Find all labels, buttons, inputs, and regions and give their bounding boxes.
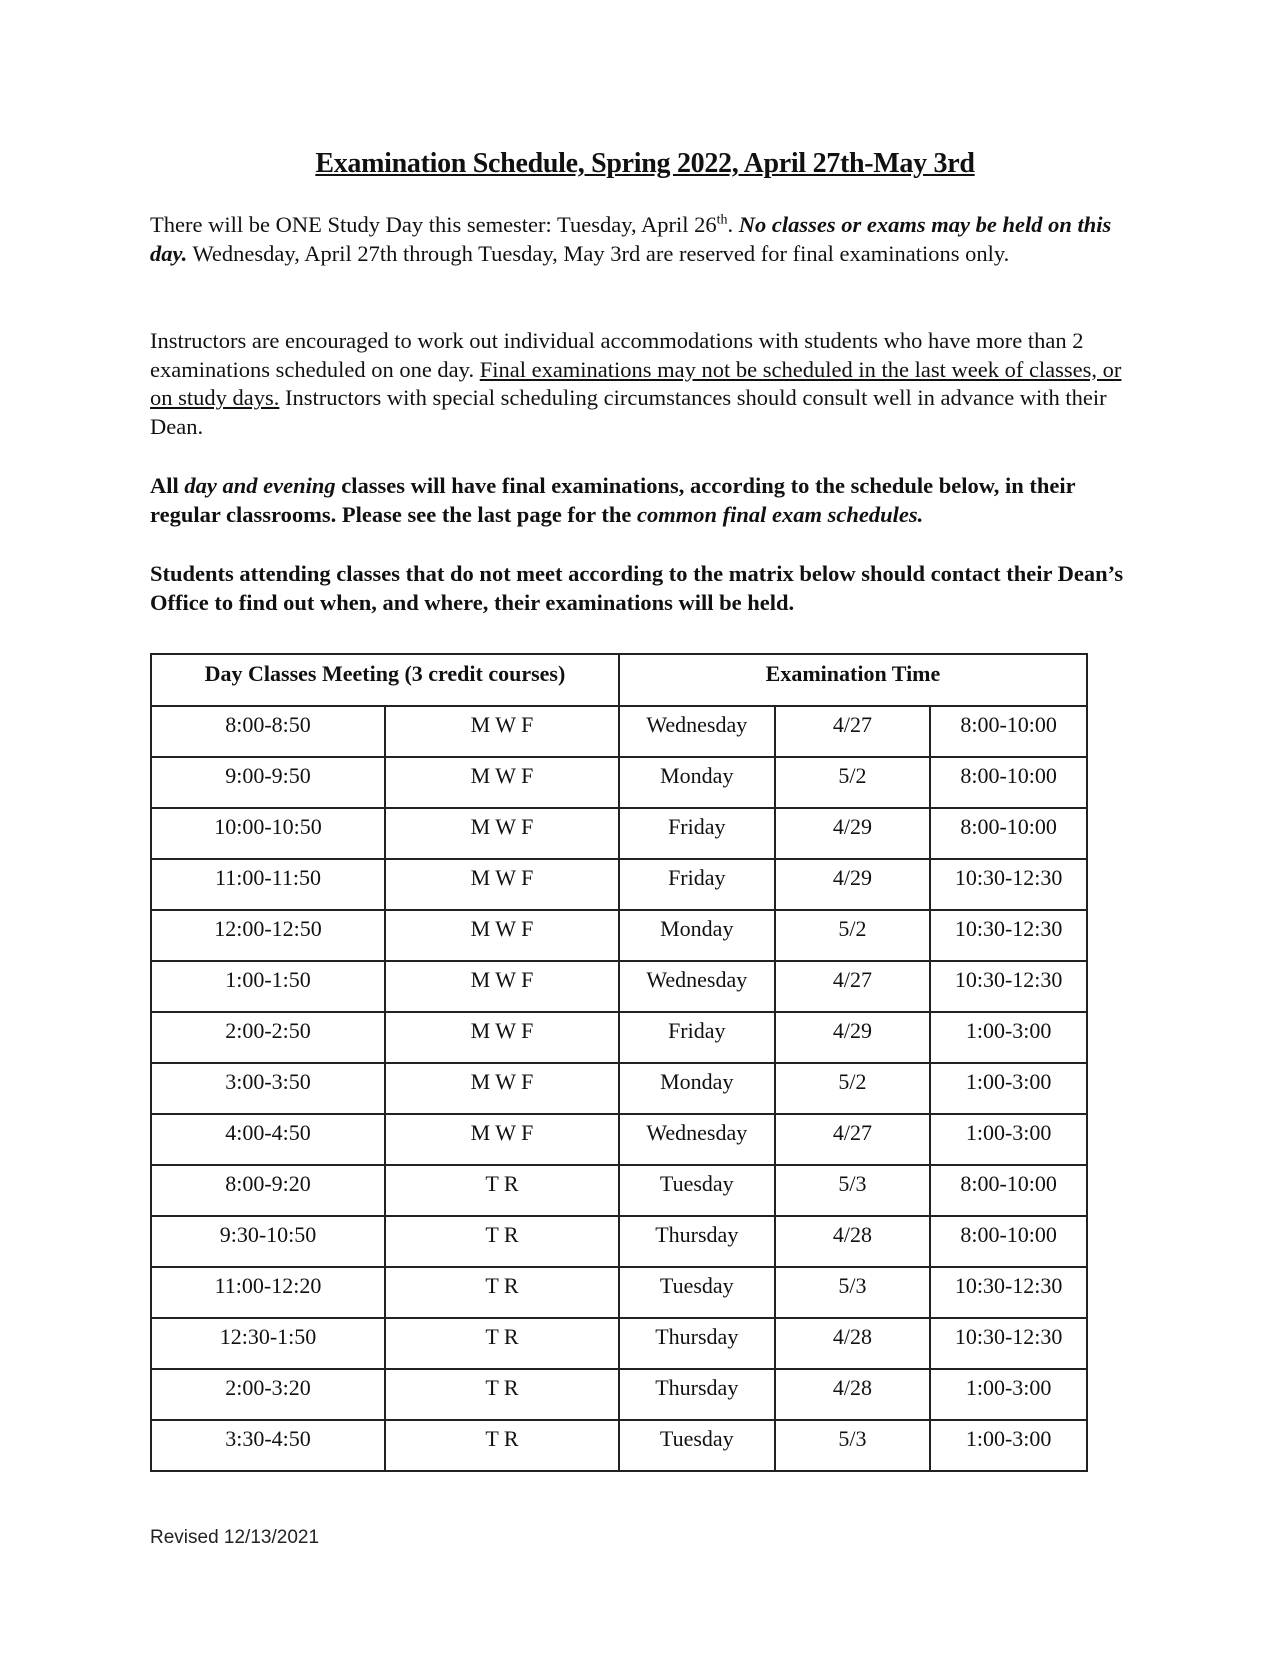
class-time-cell: 8:00-9:20 bbox=[151, 1165, 385, 1216]
meeting-days-cell: M W F bbox=[385, 808, 619, 859]
accommodations-text: Instructors are encouraged to work out individual accommodations with students who have more than 2 examinations scheduled on one day. bbox=[150, 328, 1084, 382]
consult-dean-text: Instructors with special scheduling circumstances should consult well in advance with their Dean. bbox=[150, 385, 1107, 439]
exam-day-cell: Thursday bbox=[619, 1216, 775, 1267]
meeting-days-cell: M W F bbox=[385, 706, 619, 757]
exam-date-cell: 4/29 bbox=[775, 859, 931, 910]
class-time-cell: 2:00-3:20 bbox=[151, 1369, 385, 1420]
ordinal-suffix: th bbox=[716, 212, 728, 228]
exam-day-cell: Monday bbox=[619, 910, 775, 961]
page-title: Examination Schedule, Spring 2022, April 27th-May 3rd bbox=[315, 148, 975, 179]
class-time-cell: 12:30-1:50 bbox=[151, 1318, 385, 1369]
exam-day-cell: Friday bbox=[619, 808, 775, 859]
header-exam-time: Examination Time bbox=[619, 654, 1087, 706]
table-row bbox=[151, 1318, 1087, 1369]
exam-time-cell: 10:30-12:30 bbox=[930, 859, 1087, 910]
table-row bbox=[151, 1114, 1087, 1165]
table-row bbox=[151, 1420, 1087, 1471]
exam-date-cell: 4/27 bbox=[775, 961, 931, 1012]
exam-date-cell: 5/3 bbox=[775, 1267, 931, 1318]
no-classes-notice: No classes or exams may be held on this day. bbox=[150, 212, 1112, 266]
study-day-text: There will be ONE Study Day this semester: Tuesday, April 26 bbox=[150, 212, 717, 237]
table-row bbox=[151, 1267, 1087, 1318]
exam-time-cell: 1:00-3:00 bbox=[930, 1063, 1087, 1114]
exam-time-cell: 10:30-12:30 bbox=[930, 910, 1087, 961]
header-day-classes: Day Classes Meeting (3 credit courses) bbox=[151, 654, 619, 706]
meeting-days-cell: T R bbox=[385, 1420, 619, 1471]
day-evening-text: day and evening bbox=[184, 473, 336, 498]
exam-day-cell: Thursday bbox=[619, 1318, 775, 1369]
exam-day-cell: Thursday bbox=[619, 1369, 775, 1420]
exam-time-cell: 10:30-12:30 bbox=[930, 1318, 1087, 1369]
meeting-days-cell: M W F bbox=[385, 859, 619, 910]
exam-day-cell: Monday bbox=[619, 757, 775, 808]
table-row bbox=[151, 1012, 1087, 1063]
exam-date-cell: 5/3 bbox=[775, 1420, 931, 1471]
table-row bbox=[151, 859, 1087, 910]
revision-footer: Revised 12/13/2021 bbox=[150, 1527, 320, 1548]
class-time-cell: 10:00-10:50 bbox=[151, 808, 385, 859]
exam-time-cell: 8:00-10:00 bbox=[930, 1216, 1087, 1267]
class-time-cell: 3:00-3:50 bbox=[151, 1063, 385, 1114]
meeting-days-cell: M W F bbox=[385, 757, 619, 808]
class-time-cell: 1:00-1:50 bbox=[151, 961, 385, 1012]
exam-time-cell: 1:00-3:00 bbox=[930, 1114, 1087, 1165]
meeting-days-cell: M W F bbox=[385, 1063, 619, 1114]
exam-time-cell: 1:00-3:00 bbox=[930, 1369, 1087, 1420]
meeting-days-cell: T R bbox=[385, 1369, 619, 1420]
contact-dean-paragraph: Students attending classes that do not meet according to the matrix below should contact their Dean’s Office to find out when, and where, their examinations will be held. bbox=[150, 561, 1124, 615]
class-time-cell: 8:00-8:50 bbox=[151, 706, 385, 757]
exam-day-cell: Wednesday bbox=[619, 961, 775, 1012]
classrooms-text: classes will have final examinations, according to the schedule below, in their regular classrooms. Please see the last page for the bbox=[150, 473, 1076, 527]
classrooms-paragraph bbox=[150, 472, 1140, 529]
class-time-cell: 3:30-4:50 bbox=[151, 1420, 385, 1471]
class-time-cell: 11:00-11:50 bbox=[151, 859, 385, 910]
meeting-days-cell: M W F bbox=[385, 1114, 619, 1165]
exam-day-cell: Wednesday bbox=[619, 706, 775, 757]
exam-day-cell: Wednesday bbox=[619, 1114, 775, 1165]
exam-day-cell: Tuesday bbox=[619, 1165, 775, 1216]
table-row bbox=[151, 1369, 1087, 1420]
meeting-days-cell: T R bbox=[385, 1267, 619, 1318]
exam-day-cell: Friday bbox=[619, 859, 775, 910]
meeting-days-cell: T R bbox=[385, 1318, 619, 1369]
table-row bbox=[151, 757, 1087, 808]
scheduling-restriction: Final examinations may not be scheduled in the last week of classes, or on study days. bbox=[150, 356, 1122, 410]
table-row bbox=[151, 1216, 1087, 1267]
exam-date-cell: 4/28 bbox=[775, 1216, 931, 1267]
exam-day-cell: Friday bbox=[619, 1012, 775, 1063]
table-row bbox=[151, 1165, 1087, 1216]
exam-date-cell: 5/2 bbox=[775, 1063, 931, 1114]
exam-time-cell: 10:30-12:30 bbox=[930, 1267, 1087, 1318]
exam-date-cell: 5/2 bbox=[775, 910, 931, 961]
meeting-days-cell: M W F bbox=[385, 961, 619, 1012]
exam-date-cell: 4/29 bbox=[775, 808, 931, 859]
class-time-cell: 4:00-4:50 bbox=[151, 1114, 385, 1165]
study-day-paragraph bbox=[150, 211, 1140, 268]
exam-day-cell: Monday bbox=[619, 1063, 775, 1114]
meeting-days-cell: M W F bbox=[385, 1012, 619, 1063]
table-row bbox=[151, 910, 1087, 961]
reserved-dates-text: Wednesday, April 27th through Tuesday, May 3rd are reserved for final examinations only. bbox=[187, 240, 1010, 266]
exam-time-cell: 8:00-10:00 bbox=[930, 808, 1087, 859]
exam-time-cell: 1:00-3:00 bbox=[930, 1012, 1087, 1063]
table-row bbox=[151, 1063, 1087, 1114]
meeting-days-cell: T R bbox=[385, 1165, 619, 1216]
table-header-row bbox=[151, 654, 1087, 706]
meeting-days-cell: T R bbox=[385, 1216, 619, 1267]
exam-date-cell: 5/2 bbox=[775, 757, 931, 808]
class-time-cell: 11:00-12:20 bbox=[151, 1267, 385, 1318]
exam-time-cell: 8:00-10:00 bbox=[930, 1165, 1087, 1216]
table-body bbox=[151, 706, 1087, 1471]
exam-date-cell: 4/29 bbox=[775, 1012, 931, 1063]
exam-date-cell: 4/27 bbox=[775, 1114, 931, 1165]
table-row bbox=[151, 706, 1087, 757]
exam-date-cell: 4/28 bbox=[775, 1318, 931, 1369]
exam-day-cell: Tuesday bbox=[619, 1420, 775, 1471]
all-text: All bbox=[150, 473, 185, 498]
class-time-cell: 2:00-2:50 bbox=[151, 1012, 385, 1063]
exam-day-cell: Tuesday bbox=[619, 1267, 775, 1318]
class-time-cell: 9:30-10:50 bbox=[151, 1216, 385, 1267]
common-final-text: common final exam schedules. bbox=[637, 501, 924, 527]
exam-date-cell: 4/28 bbox=[775, 1369, 931, 1420]
exam-date-cell: 5/3 bbox=[775, 1165, 931, 1216]
table-row bbox=[151, 961, 1087, 1012]
table-row bbox=[151, 808, 1087, 859]
exam-time-cell: 8:00-10:00 bbox=[930, 706, 1087, 757]
class-time-cell: 9:00-9:50 bbox=[151, 757, 385, 808]
exam-time-cell: 1:00-3:00 bbox=[930, 1420, 1087, 1471]
class-time-cell: 12:00-12:50 bbox=[151, 910, 385, 961]
exam-schedule-table bbox=[150, 653, 1088, 1472]
instructors-paragraph bbox=[150, 327, 1140, 441]
exam-date-cell: 4/27 bbox=[775, 706, 931, 757]
study-day-period: . bbox=[727, 212, 739, 237]
meeting-days-cell: M W F bbox=[385, 910, 619, 961]
exam-time-cell: 10:30-12:30 bbox=[930, 961, 1087, 1012]
exam-time-cell: 8:00-10:00 bbox=[930, 757, 1087, 808]
